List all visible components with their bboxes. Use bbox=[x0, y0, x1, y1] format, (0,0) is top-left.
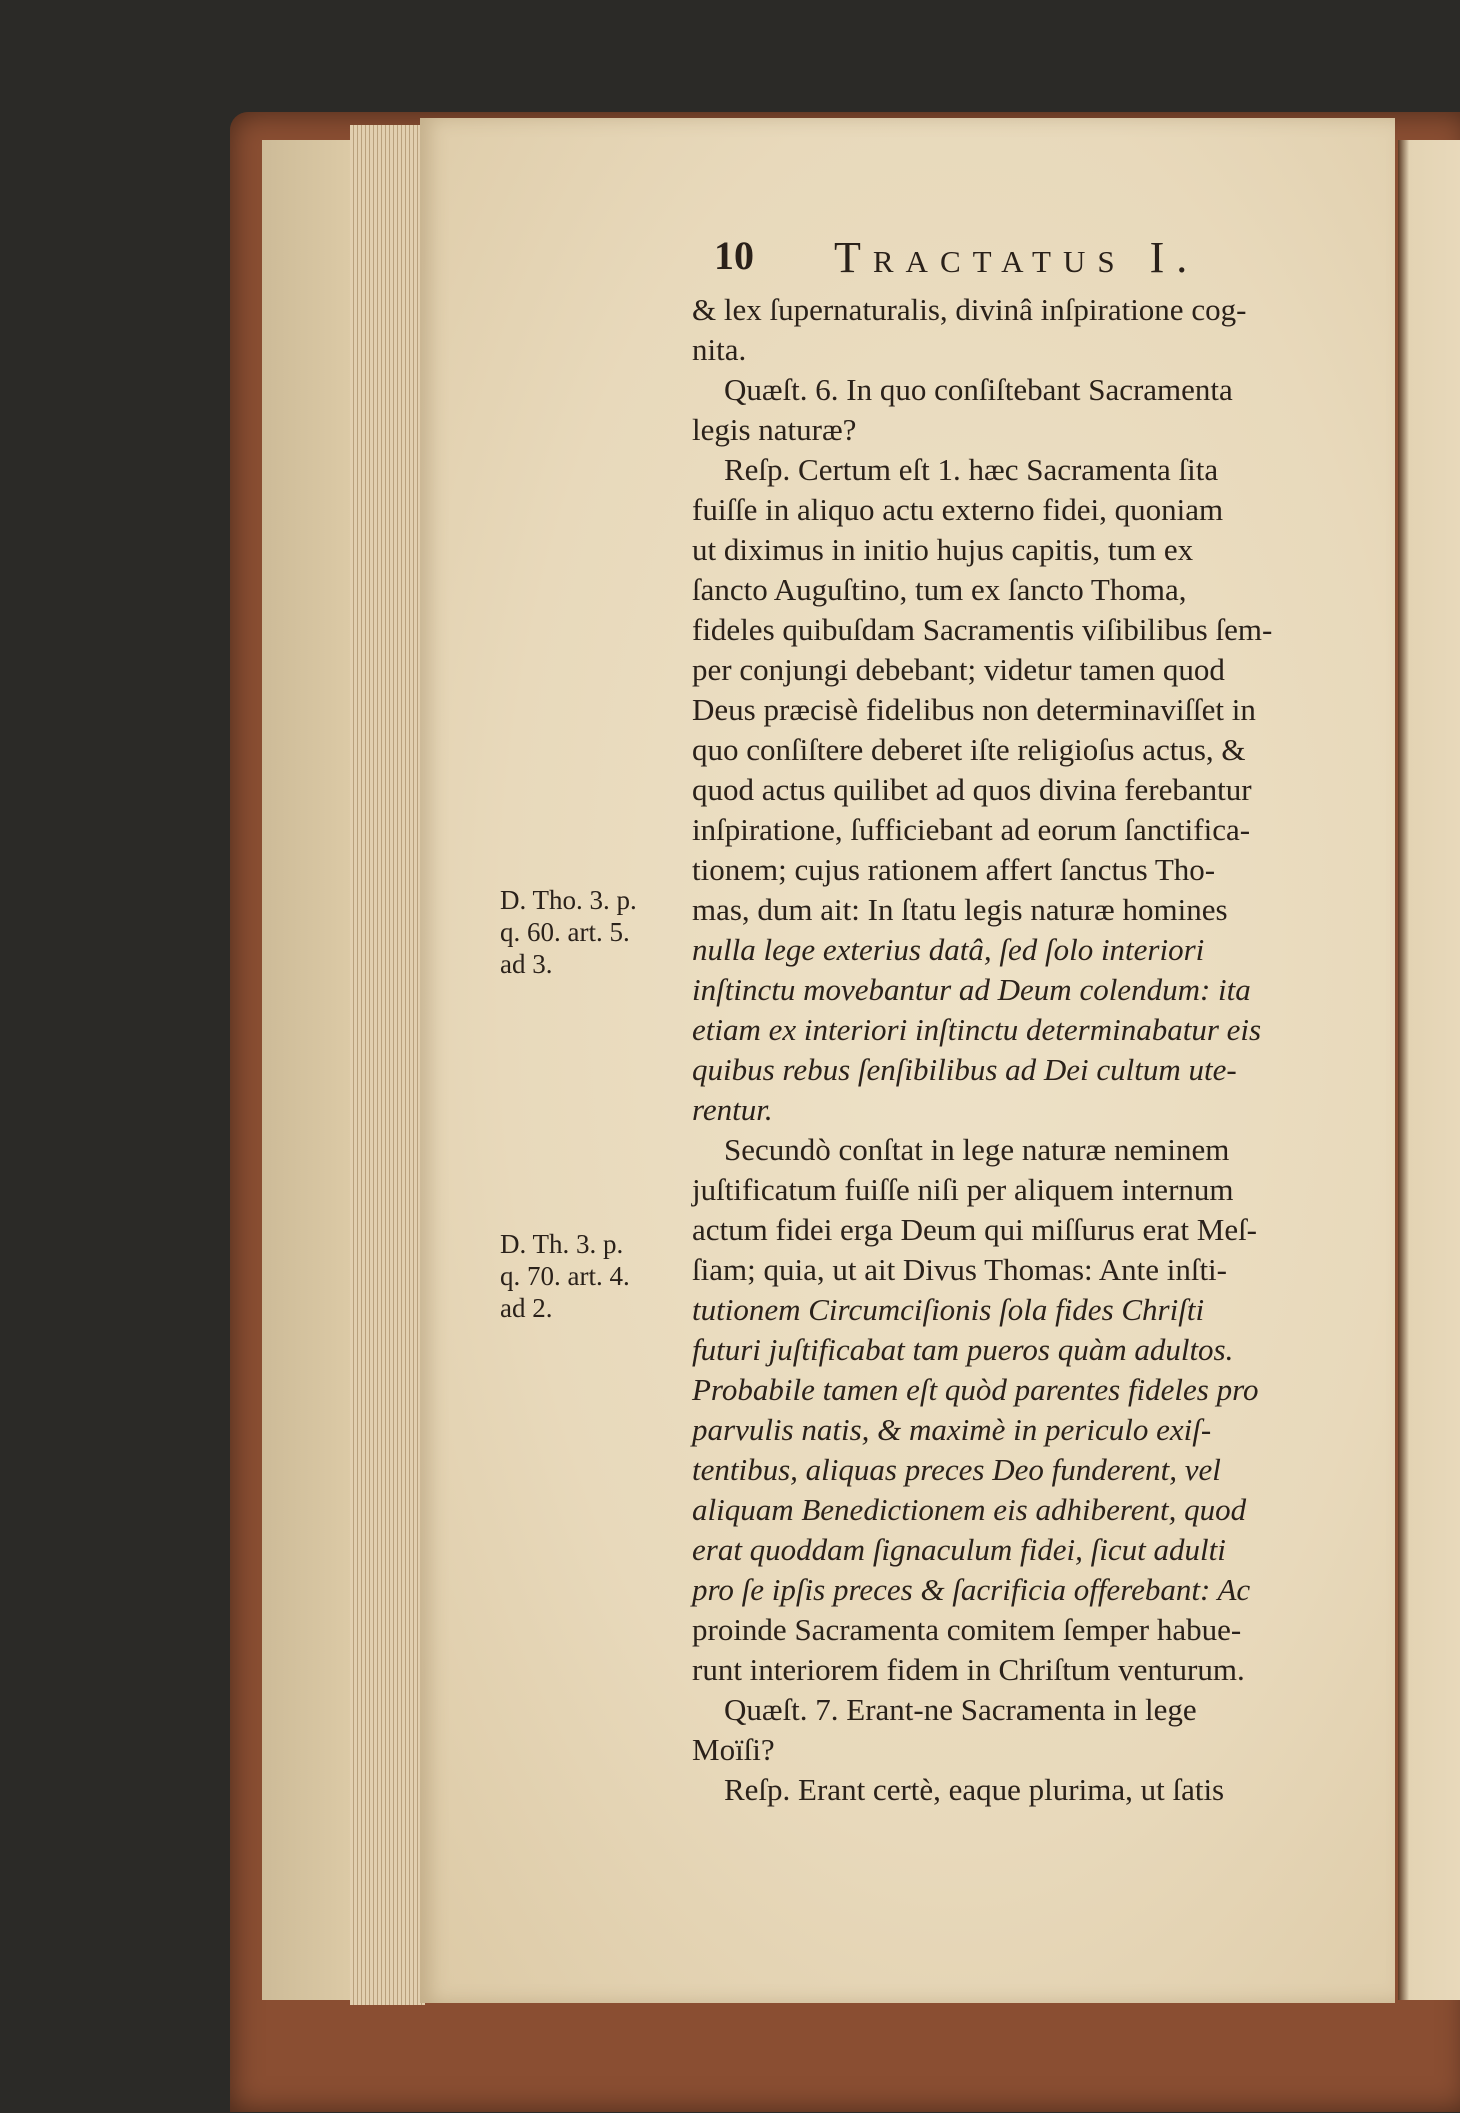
text-line: fideles quibuſdam Sacramentis viſibilibus ſem- bbox=[692, 612, 1273, 647]
page-number: 10 bbox=[714, 233, 754, 278]
text-line: Quæſt. 6. In quo conſiſtebant Sacramenta bbox=[724, 372, 1233, 407]
text-line: ſiam; quia, ut ait Divus Thomas: Ante inſti- bbox=[692, 1252, 1227, 1287]
body-text bbox=[692, 290, 1392, 1820]
text-line: Moïſi? bbox=[692, 1732, 775, 1767]
page-edges bbox=[350, 125, 425, 2005]
text-line: runt interiorem fidem in Chriſtum venturum. bbox=[692, 1652, 1245, 1687]
text-line: etiam ex interiori inſtinctu determinabatur eis bbox=[692, 1012, 1262, 1047]
text-line: Quæſt. 7. Erant-ne Sacramenta in lege bbox=[724, 1692, 1197, 1727]
text-line: quo conſiſtere deberet iſte religioſus actus, & bbox=[692, 732, 1246, 767]
text-line: inſtinctu movebantur ad Deum colendum: ita bbox=[692, 972, 1251, 1007]
text-line: Probabile tamen eſt quòd parentes fideles pro bbox=[692, 1372, 1259, 1407]
text-line: mas, dum ait: In ſtatu legis naturæ homines bbox=[692, 892, 1228, 927]
text-line: parvulis natis, & maximè in periculo exiſ- bbox=[692, 1412, 1212, 1447]
text-line: rentur. bbox=[692, 1092, 773, 1127]
margin-note-line: q. 70. art. 4. bbox=[500, 1261, 630, 1291]
next-page-edge bbox=[1398, 140, 1460, 2000]
margin-note-line: D. Th. 3. p. bbox=[500, 1229, 624, 1259]
text-line: pro ſe ipſis preces & ſacrificia offerebant: Ac bbox=[692, 1572, 1251, 1607]
text-line: tentibus, aliquas preces Deo funderent, vel bbox=[692, 1452, 1221, 1487]
text-line: ſancto Auguſtino, tum ex ſancto Thoma, bbox=[692, 572, 1187, 607]
margin-note-2 bbox=[500, 1228, 630, 1324]
text-line: erat quoddam ſignaculum fidei, ſicut adulti bbox=[692, 1532, 1226, 1567]
text-line: aliquam Benedictionem eis adhiberent, quod bbox=[692, 1492, 1247, 1527]
margin-note-line: ad 3. bbox=[500, 949, 553, 979]
text-line: proinde Sacramenta comitem ſemper habue- bbox=[692, 1612, 1242, 1647]
margin-note-line: ad 2. bbox=[500, 1293, 553, 1323]
text-line: nulla lege exterius datâ, ſed ſolo interiori bbox=[692, 932, 1205, 967]
running-head bbox=[714, 232, 1394, 292]
text-line: & lex ſupernaturalis, divinâ inſpiratione cog- bbox=[692, 292, 1247, 327]
text-line: tutionem Circumciſionis ſola fides Chriſti bbox=[692, 1292, 1205, 1327]
text-line: Deus præcisè fidelibus non determinaviſſet in bbox=[692, 692, 1256, 727]
text-line: inſpiratione, ſufficiebant ad eorum ſanctifica- bbox=[692, 812, 1251, 847]
text-line: fuiſſe in aliquo actu externo fidei, quoniam bbox=[692, 492, 1224, 527]
text-line: legis naturæ? bbox=[692, 412, 857, 447]
text-line: per conjungi debebant; videtur tamen quod bbox=[692, 652, 1225, 687]
text-line: Secundò conſtat in lege naturæ neminem bbox=[724, 1132, 1230, 1167]
text-line: juſtificatum fuiſſe niſi per aliquem internum bbox=[692, 1172, 1234, 1207]
header-title: Tractatus I. bbox=[834, 233, 1200, 282]
text-line: quod actus quilibet ad quos divina ferebantur bbox=[692, 772, 1252, 807]
margin-note-line: D. Tho. 3. p. bbox=[500, 885, 637, 915]
text-line: quibus rebus ſenſibilibus ad Dei cultum ute- bbox=[692, 1052, 1237, 1087]
text-line: actum fidei erga Deum qui miſſurus erat Meſ- bbox=[692, 1212, 1258, 1247]
text-line: tionem; cujus rationem affert ſanctus Tho- bbox=[692, 852, 1216, 887]
text-line: nita. bbox=[692, 332, 747, 367]
text-line: futuri juſtificabat tam pueros quàm adultos. bbox=[692, 1332, 1234, 1367]
margin-note-line: q. 60. art. 5. bbox=[500, 917, 630, 947]
text-line: ut diximus in initio hujus capitis, tum ex bbox=[692, 532, 1194, 567]
margin-note-1 bbox=[500, 884, 637, 980]
text-line: Reſp. Erant certè, eaque plurima, ut ſatis bbox=[724, 1772, 1225, 1807]
text-line: Reſp. Certum eſt 1. hæc Sacramenta ſita bbox=[724, 452, 1219, 487]
